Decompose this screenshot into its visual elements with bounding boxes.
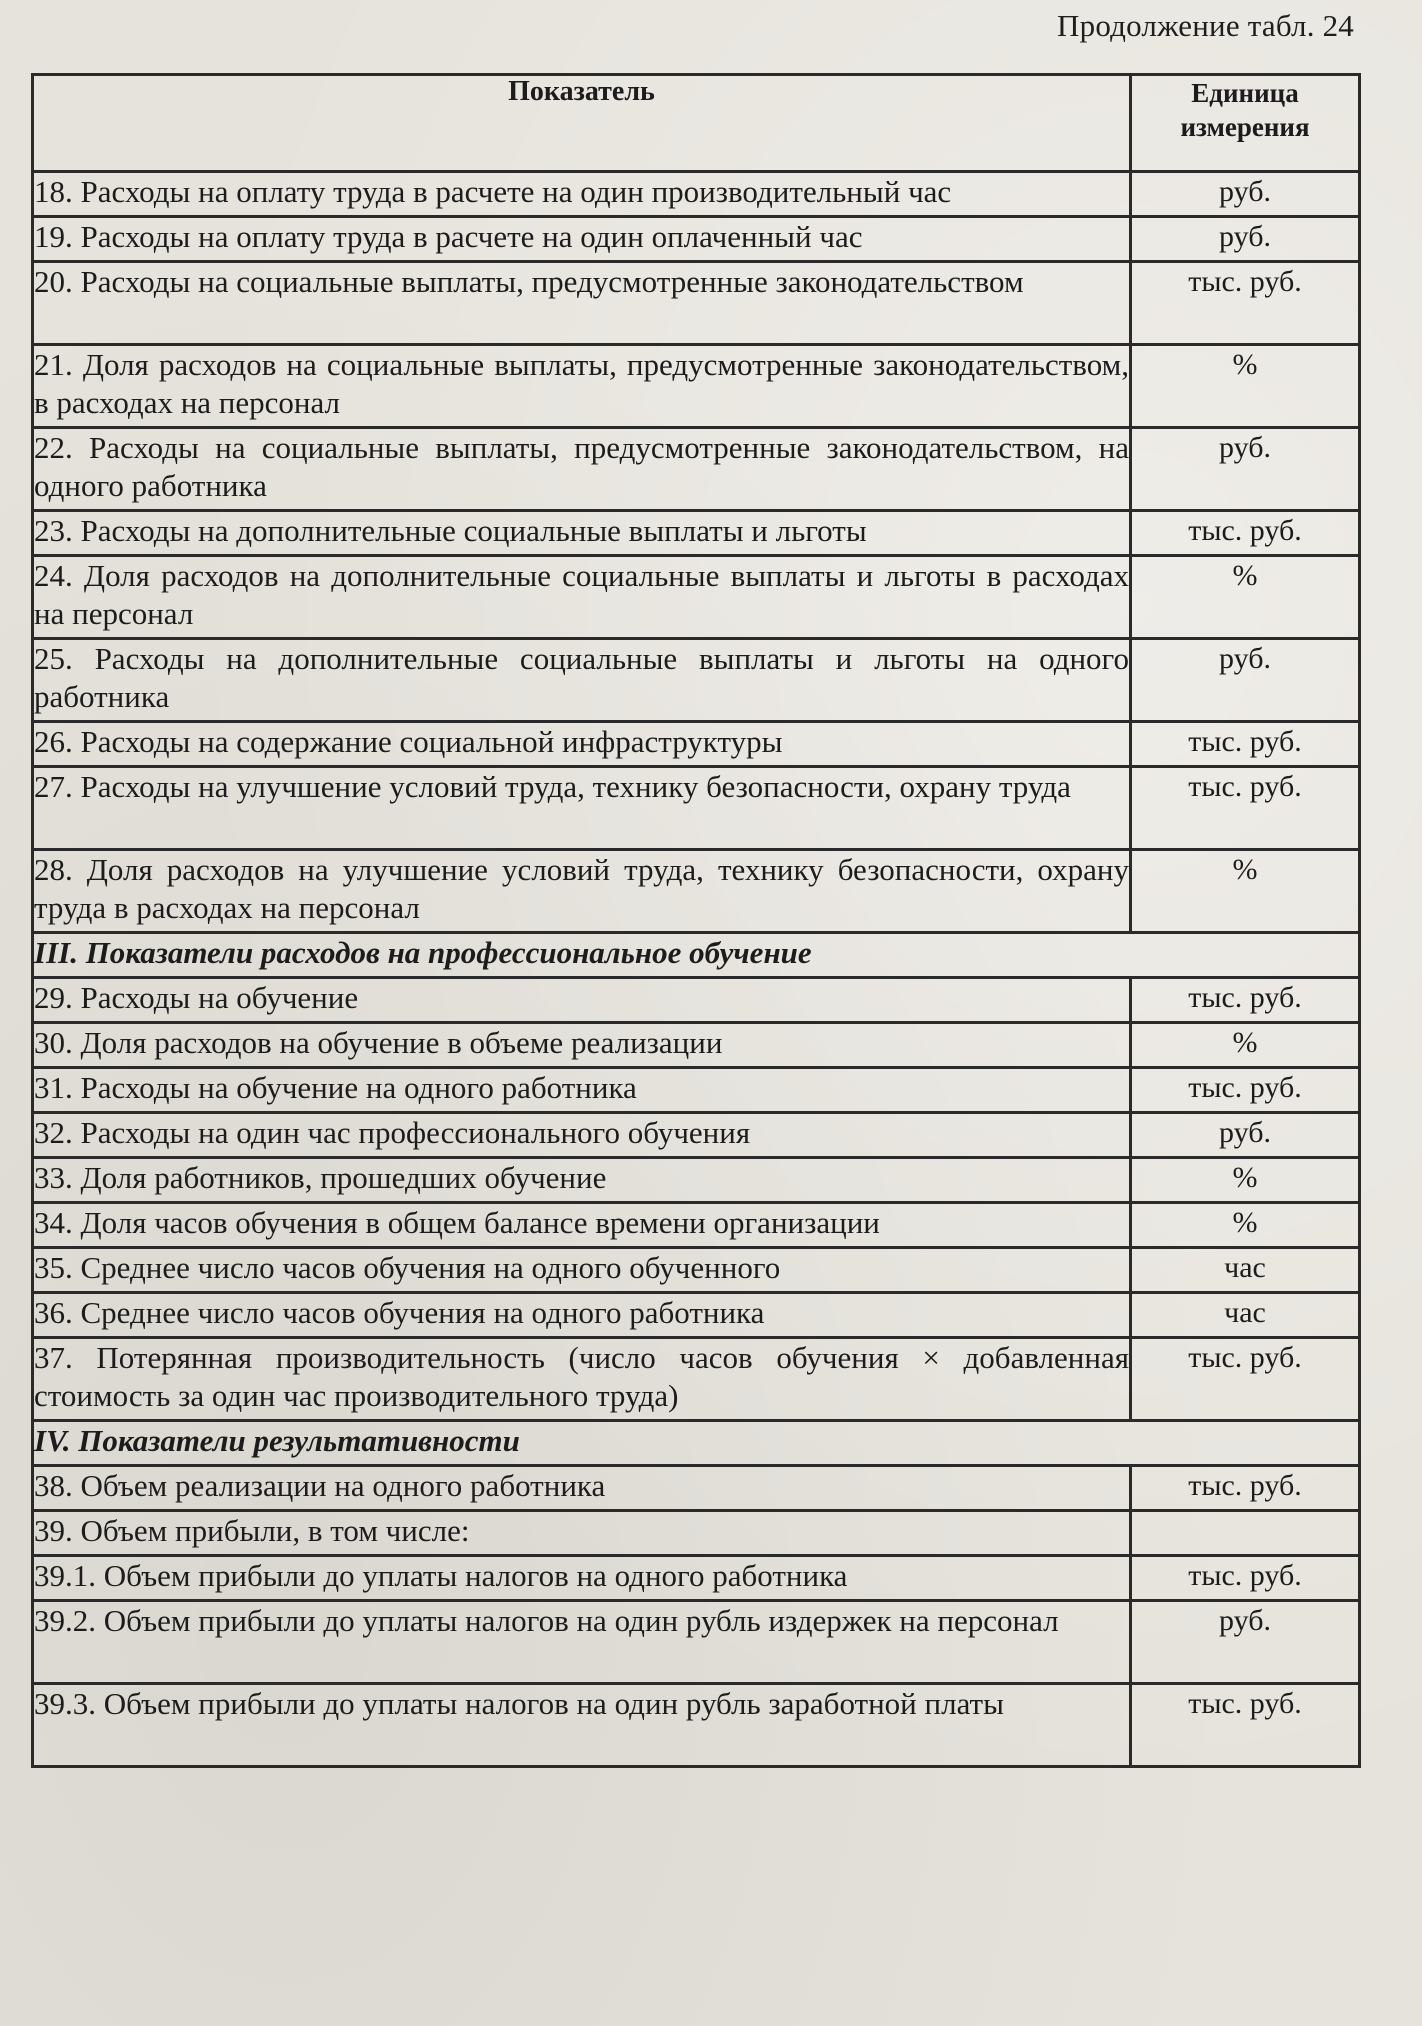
indicator-unit: тыс. руб. <box>1131 1466 1360 1511</box>
indicator-name: 28. Доля расходов на улучшение условий труда, технику безопасности, охрану труда в расходах на персонал <box>33 850 1131 933</box>
table-row <box>33 850 1360 933</box>
indicator-unit: % <box>1131 1023 1360 1068</box>
indicator-name: 36. Среднее число часов обучения на одного работника <box>33 1293 1131 1338</box>
indicator-name: 26. Расходы на содержание социальной инфраструктуры <box>33 722 1131 767</box>
table-row <box>33 511 1360 556</box>
indicator-name: 20. Расходы на социальные выплаты, предусмотренные законодательством <box>33 262 1131 345</box>
table-row <box>33 1248 1360 1293</box>
table-row <box>33 1601 1360 1684</box>
table-row <box>33 1023 1360 1068</box>
table-row <box>33 1556 1360 1601</box>
indicator-unit: тыс. руб. <box>1131 1556 1360 1601</box>
header-unit <box>1131 75 1360 172</box>
table-row <box>33 1293 1360 1338</box>
header-unit-line1: Единица <box>1191 78 1299 108</box>
section-title: III. Показатели расходов на профессиональное обучение <box>33 933 1360 978</box>
indicator-name: 25. Расходы на дополнительные социальные выплаты и льготы на одного работника <box>33 639 1131 722</box>
table-body <box>33 172 1360 1767</box>
table-row <box>33 1068 1360 1113</box>
indicator-name: 39.3. Объем прибыли до уплаты налогов на один рубль заработной платы <box>33 1684 1131 1767</box>
table-row <box>33 639 1360 722</box>
indicator-name: 18. Расходы на оплату труда в расчете на один производительный час <box>33 172 1131 217</box>
table-row <box>33 1203 1360 1248</box>
indicator-unit: тыс. руб. <box>1131 511 1360 556</box>
indicator-name: 39. Объем прибыли, в том числе: <box>33 1511 1131 1556</box>
indicator-unit: % <box>1131 556 1360 639</box>
indicator-unit: руб. <box>1131 428 1360 511</box>
indicator-unit <box>1131 1511 1360 1556</box>
indicator-unit: % <box>1131 1158 1360 1203</box>
table-row <box>33 217 1360 262</box>
indicator-unit: тыс. руб. <box>1131 1338 1360 1421</box>
indicator-name: 22. Расходы на социальные выплаты, предусмотренные законодательством, на одного работника <box>33 428 1131 511</box>
indicator-name: 38. Объем реализации на одного работника <box>33 1466 1131 1511</box>
indicator-unit: руб. <box>1131 1113 1360 1158</box>
table-row <box>33 1158 1360 1203</box>
table-row <box>33 1684 1360 1767</box>
table-row <box>33 1338 1360 1421</box>
indicator-name: 29. Расходы на обучение <box>33 978 1131 1023</box>
table-row <box>33 1466 1360 1511</box>
indicators-table <box>31 73 1361 1768</box>
indicator-name: 34. Доля часов обучения в общем балансе времени организации <box>33 1203 1131 1248</box>
indicator-name: 30. Доля расходов на обучение в объеме реализации <box>33 1023 1131 1068</box>
indicator-unit: руб. <box>1131 1601 1360 1684</box>
indicator-name: 21. Доля расходов на социальные выплаты, предусмотренные законодательством, в расходах на персонал <box>33 345 1131 428</box>
indicator-name: 39.1. Объем прибыли до уплаты налогов на одного работника <box>33 1556 1131 1601</box>
indicator-unit: руб. <box>1131 639 1360 722</box>
indicator-unit: тыс. руб. <box>1131 722 1360 767</box>
table-row <box>33 722 1360 767</box>
header-unit-line2: измерения <box>1180 112 1310 142</box>
table-row <box>33 1511 1360 1556</box>
indicator-unit: % <box>1131 1203 1360 1248</box>
indicator-unit: тыс. руб. <box>1131 978 1360 1023</box>
indicator-unit: час <box>1131 1248 1360 1293</box>
indicator-name: 37. Потерянная производительность (число часов обучения × добавленная стоимость за один час производительного труда) <box>33 1338 1131 1421</box>
indicator-name: 35. Среднее число часов обучения на одного обученного <box>33 1248 1131 1293</box>
indicator-unit: тыс. руб. <box>1131 767 1360 850</box>
table-row <box>33 262 1360 345</box>
indicator-unit: тыс. руб. <box>1131 1068 1360 1113</box>
table-row <box>33 556 1360 639</box>
indicator-name: 27. Расходы на улучшение условий труда, технику безопасности, охрану труда <box>33 767 1131 850</box>
indicator-name: 24. Доля расходов на дополнительные социальные выплаты и льготы в расходах на персонал <box>33 556 1131 639</box>
indicator-unit: тыс. руб. <box>1131 1684 1360 1767</box>
header-indicator: Показатель <box>33 75 1131 172</box>
table-row <box>33 345 1360 428</box>
table-continuation-caption: Продолжение табл. 24 <box>1057 8 1354 43</box>
indicator-unit: % <box>1131 850 1360 933</box>
section-row <box>33 1421 1360 1466</box>
table-row <box>33 1113 1360 1158</box>
indicator-unit: руб. <box>1131 172 1360 217</box>
indicator-unit: час <box>1131 1293 1360 1338</box>
table-row <box>33 767 1360 850</box>
table-header-row <box>33 75 1360 172</box>
indicator-unit: % <box>1131 345 1360 428</box>
section-title: IV. Показатели результативности <box>33 1421 1360 1466</box>
indicator-name: 33. Доля работников, прошедших обучение <box>33 1158 1131 1203</box>
indicator-name: 31. Расходы на обучение на одного работника <box>33 1068 1131 1113</box>
section-row <box>33 933 1360 978</box>
indicator-name: 32. Расходы на один час профессионального обучения <box>33 1113 1131 1158</box>
table-row <box>33 428 1360 511</box>
table-row <box>33 172 1360 217</box>
table-row <box>33 978 1360 1023</box>
indicator-unit: руб. <box>1131 217 1360 262</box>
indicator-name: 23. Расходы на дополнительные социальные выплаты и льготы <box>33 511 1131 556</box>
indicator-name: 19. Расходы на оплату труда в расчете на один оплаченный час <box>33 217 1131 262</box>
indicator-name: 39.2. Объем прибыли до уплаты налогов на один рубль издержек на персонал <box>33 1601 1131 1684</box>
indicator-unit: тыс. руб. <box>1131 262 1360 345</box>
